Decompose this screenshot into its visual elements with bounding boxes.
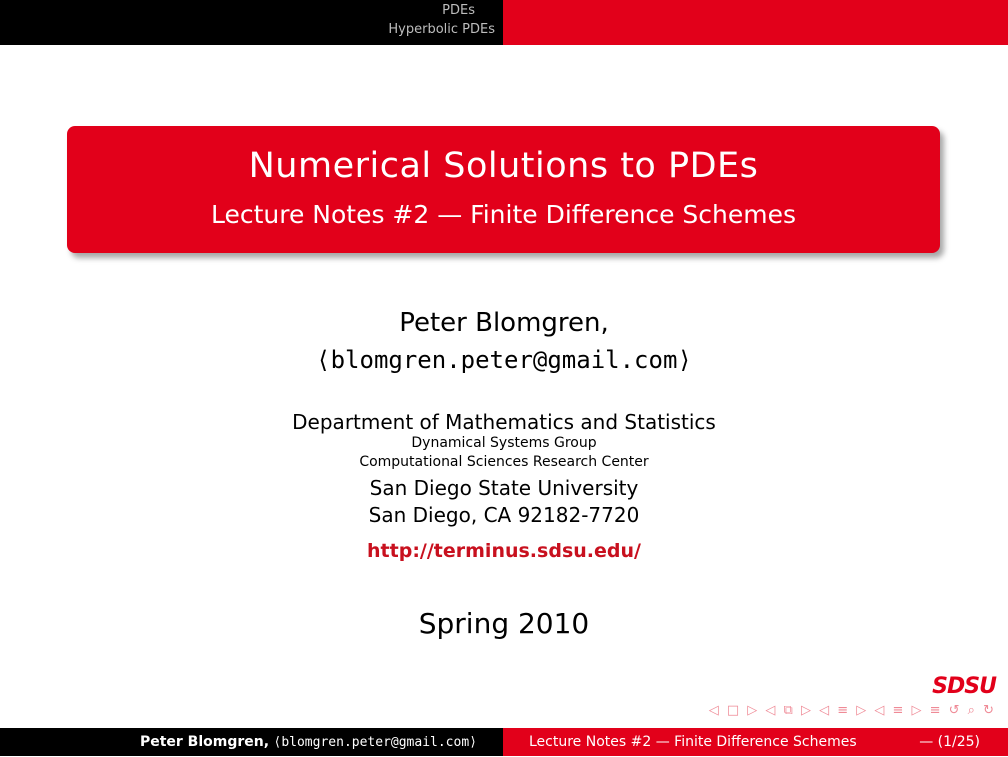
title-box — [67, 126, 940, 253]
footer-author-panel — [0, 728, 503, 756]
research-center: Computational Sciences Research Center — [359, 454, 649, 470]
header-left-panel — [0, 0, 503, 45]
slide-subtitle: Lecture Notes #2 — Finite Difference Schemes — [210, 200, 797, 229]
footer-title: Lecture Notes #2 — Finite Difference Schemes — [529, 734, 857, 750]
header-right-panel — [503, 0, 1008, 45]
research-group: Dynamical Systems Group — [411, 435, 597, 451]
header-section-link[interactable]: PDEs — [442, 3, 475, 18]
university: San Diego State University — [369, 476, 639, 500]
footer-author: Peter Blomgren, — [139, 734, 270, 750]
footer-email: ⟨blomgren.peter@gmail.com⟩ — [273, 735, 477, 750]
header-bar — [0, 0, 1008, 45]
header-subsection-link[interactable]: Hyperbolic PDEs — [388, 22, 495, 37]
footer-page-number: — (1/25) — [919, 734, 980, 750]
department: Department of Mathematics and Statistics — [292, 410, 716, 434]
sdsu-logo: SDSU — [932, 674, 996, 699]
date: Spring 2010 — [418, 607, 590, 640]
city-address: San Diego, CA 92182-7720 — [368, 503, 640, 527]
slide-title: Numerical Solutions to PDEs — [248, 146, 759, 186]
author-name: Peter Blomgren, — [399, 308, 609, 338]
footer-title-panel — [503, 728, 1008, 756]
footer-bar — [0, 728, 1008, 756]
website-link[interactable]: http://terminus.sdsu.edu/ — [367, 540, 641, 562]
beamer-navigation-icons[interactable]: ◁ □ ▷ ◁ ⧉ ▷ ◁ ≡ ▷ ◁ ≡ ▷ ≡ ↺ ⌕ ↻ — [708, 703, 996, 718]
author-email: ⟨blomgren.peter@gmail.com⟩ — [316, 346, 692, 374]
